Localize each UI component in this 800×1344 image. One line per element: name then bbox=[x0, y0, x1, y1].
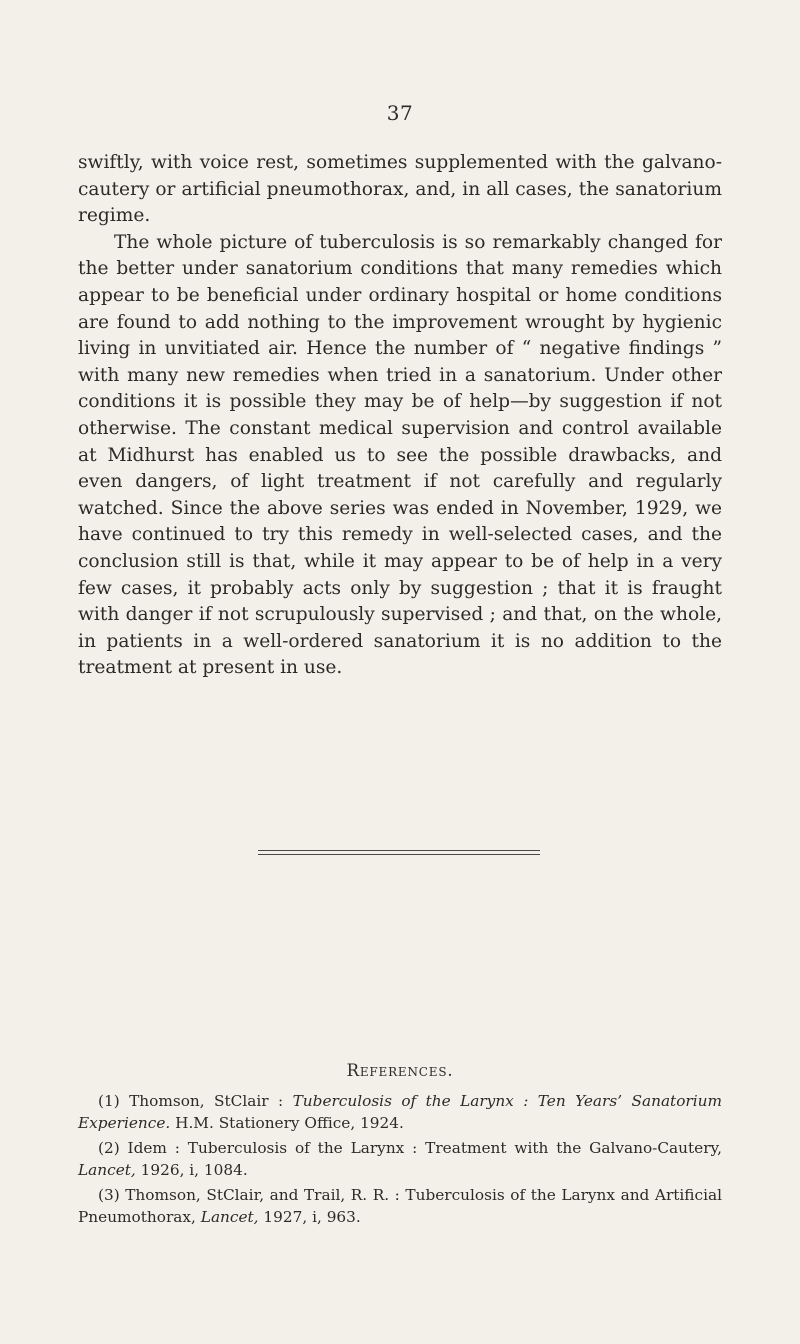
section-divider-top bbox=[258, 850, 540, 851]
page-number: 37 bbox=[386, 101, 414, 125]
reference-item-1 bbox=[78, 1090, 722, 1134]
references-section bbox=[78, 1060, 722, 1231]
reference-title: Tuberculosis of the Larynx : Ten Years’ Sanatorium Experience. bbox=[78, 1092, 722, 1132]
reference-number: (3) bbox=[98, 1186, 120, 1204]
reference-journal: Lancet, bbox=[78, 1161, 136, 1179]
paragraph-continuation: swiftly, with voice rest, sometimes supplemented with the galvano-cautery or artificial pneumothorax, and, in all cases, the sanatorium regime. bbox=[78, 152, 722, 227]
reference-source: 1927, i, 963. bbox=[263, 1208, 361, 1226]
reference-number: (1) bbox=[98, 1092, 120, 1110]
reference-source: 1926, i, 1084. bbox=[140, 1161, 248, 1179]
reference-title: Tuberculosis of the Larynx : Treatment with the Galvano-Cautery, bbox=[187, 1139, 722, 1157]
paragraph-main: The whole picture of tuberculosis is so remarkably changed for the better under sanatorium conditions that many remedies which appear to be beneficial under ordinary hospital or home conditions are found to add nothing to the improvement wrought by hygienic living in unvitiated air. Hence the number of “ negative findings ” with many new remedies when tried in a sanatorium. Under other conditions it is possible they may be of help—by suggestion if not otherwise. The constant medical supervision and control available at Midhurst has enabled us to see the possible drawbacks, and even dangers, of light treatment if not carefully and regularly watched. Since the above series was ended in November, 1929, we have continued to try this remedy in well-selected cases, and the conclusion still is that, while it may appear to be of help in a very few cases, it probably acts only by suggestion ; that it is fraught with danger if not scrupulously supervised ; and that, on the whole, in patients in a well-ordered sanatorium it is no addition to the treatment at present in use. bbox=[78, 231, 722, 679]
reference-authors: Thomson, StClair : bbox=[129, 1092, 284, 1110]
reference-source: H.M. Stationery Office, 1924. bbox=[175, 1114, 404, 1132]
reference-item-3 bbox=[78, 1184, 722, 1228]
reference-number: (2) bbox=[98, 1139, 120, 1157]
body-text bbox=[78, 150, 722, 682]
section-divider-bottom bbox=[258, 854, 540, 855]
reference-authors: Thomson, StClair, and Trail, R. R. : bbox=[125, 1186, 400, 1204]
reference-authors: Idem : bbox=[127, 1139, 180, 1157]
references-heading: References. bbox=[346, 1061, 454, 1080]
reference-title: Tuberculosis of the Larynx and Artificial Pneumothorax, bbox=[78, 1186, 722, 1226]
reference-item-2 bbox=[78, 1137, 722, 1181]
reference-journal: Lancet, bbox=[200, 1208, 259, 1226]
